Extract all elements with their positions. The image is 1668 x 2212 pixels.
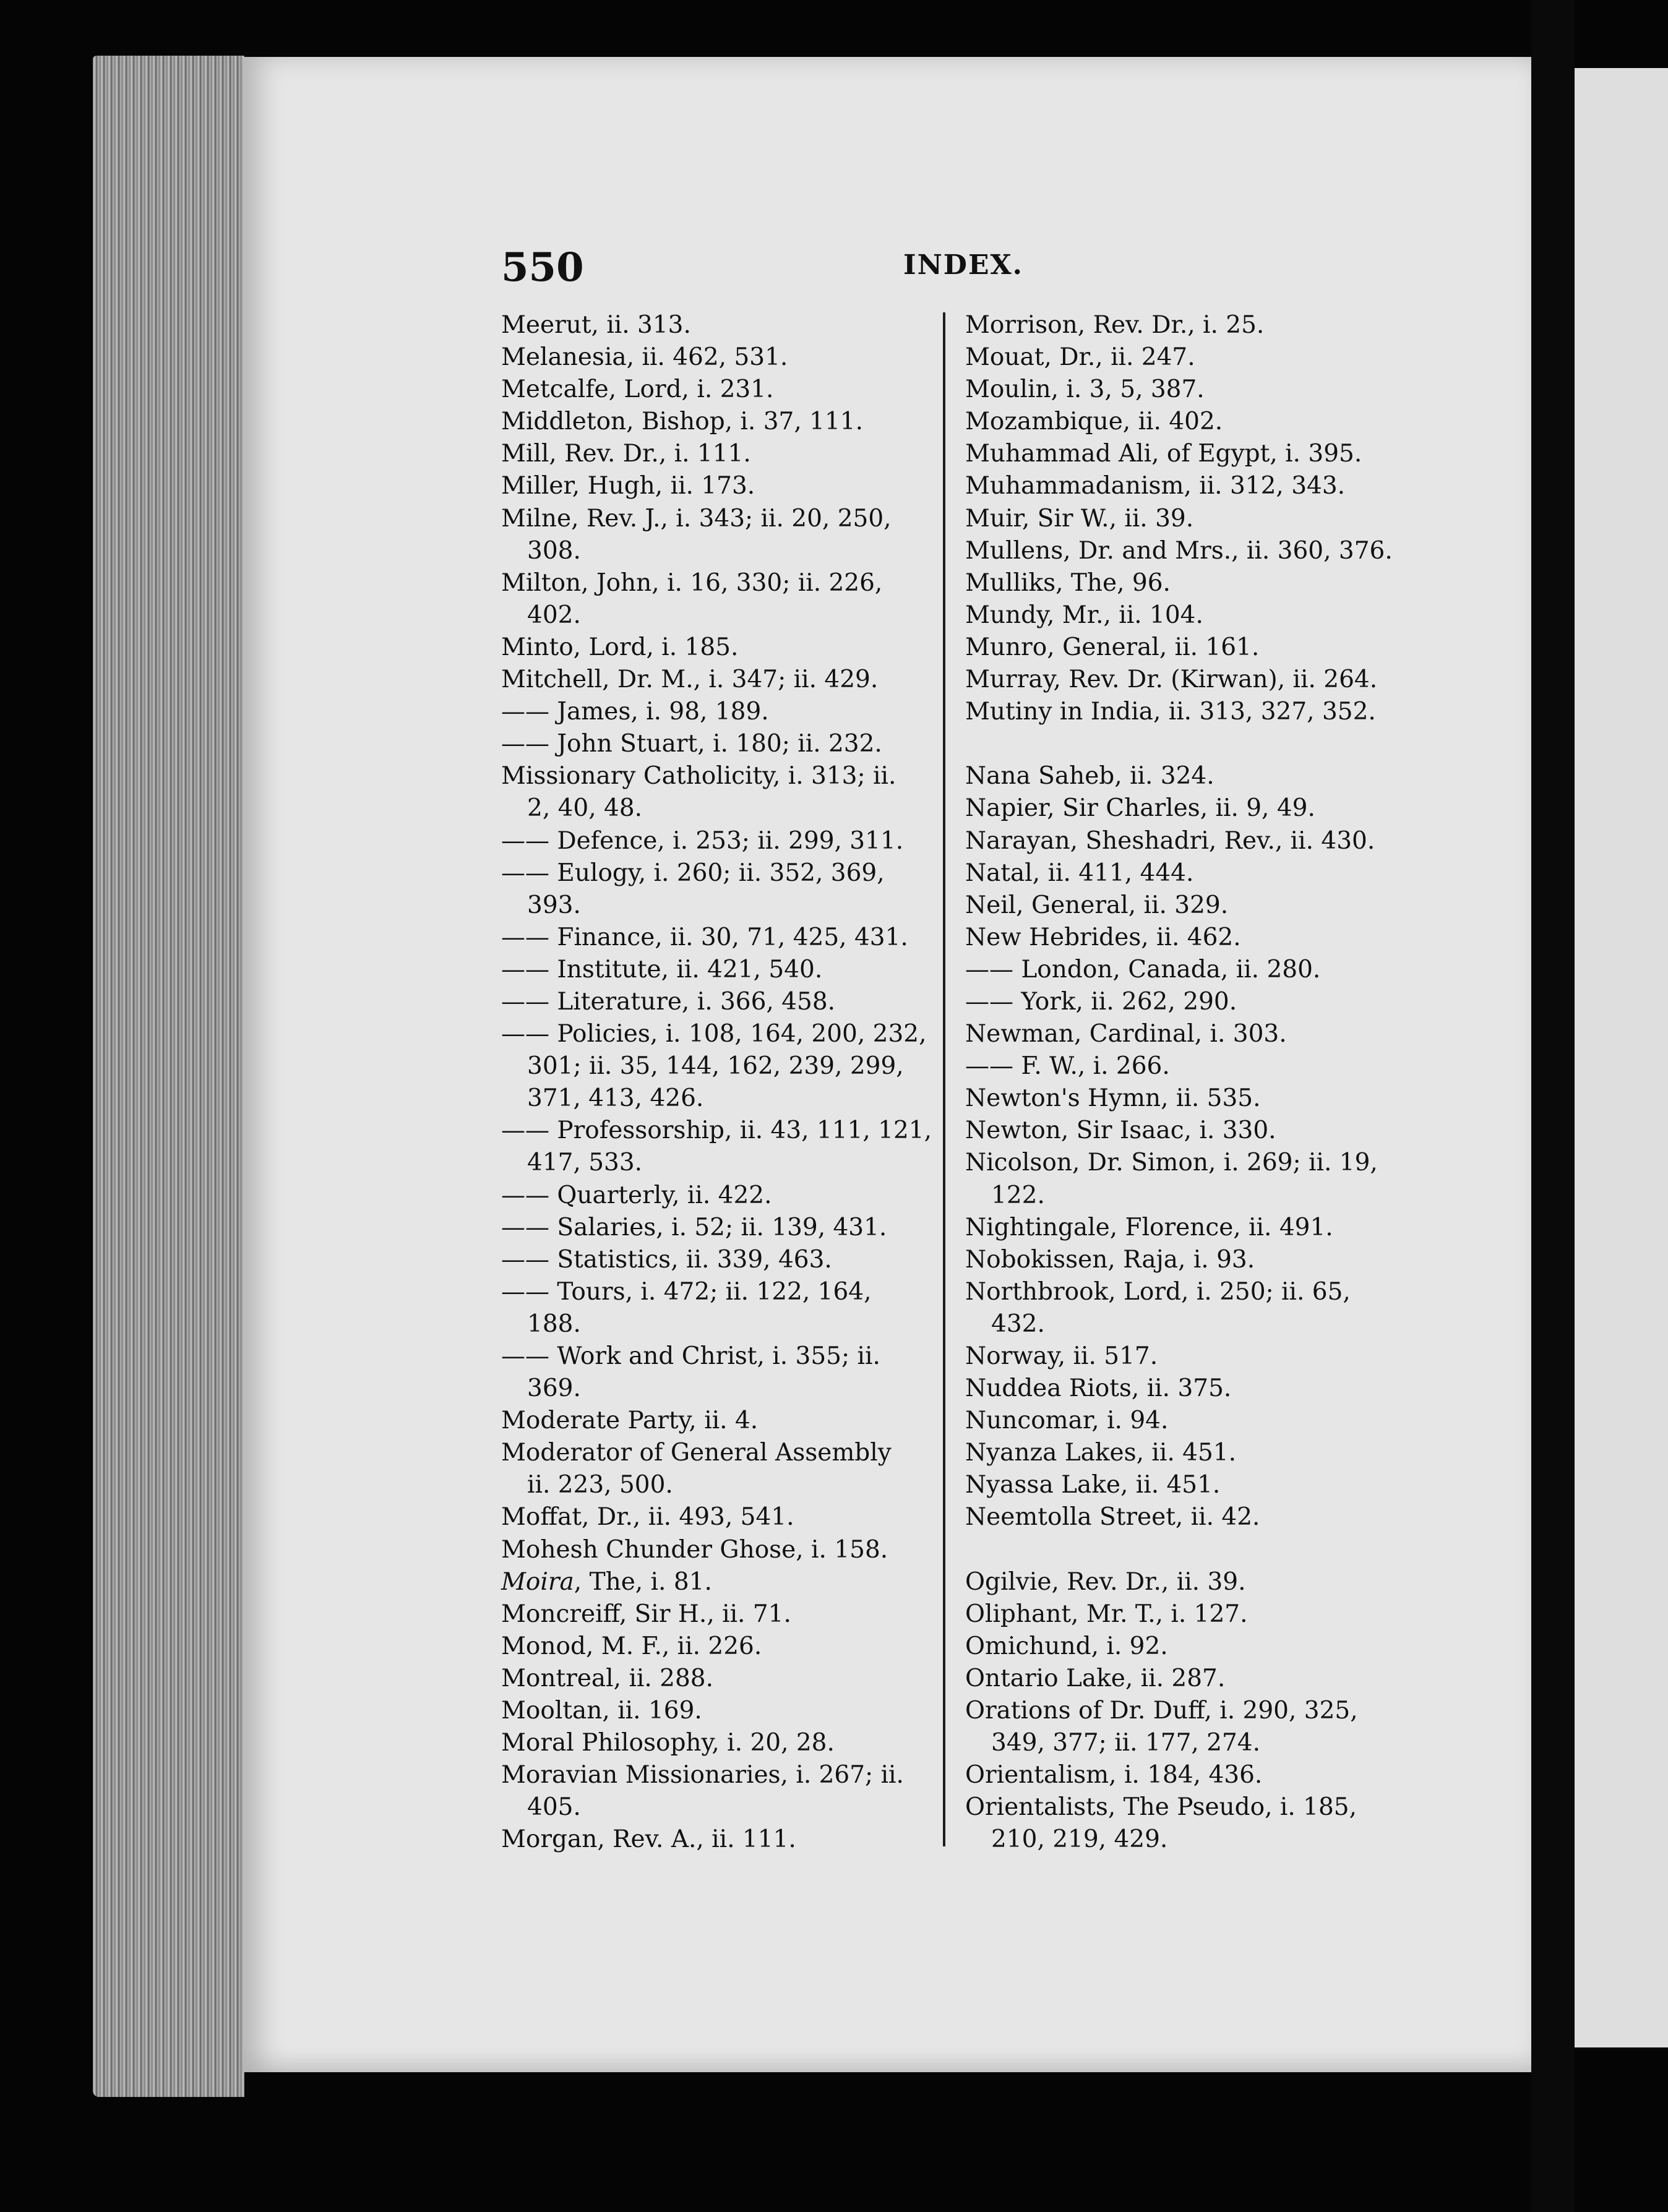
index-entry: Muir, Sir W., ii. 39.: [965, 504, 1194, 533]
index-entry: Mohesh Chunder Ghose, i. 158.: [501, 1535, 888, 1564]
index-entry: Milton, John, i. 16, 330; ii. 226,: [501, 568, 883, 597]
index-entry: Mozambique, ii. 402.: [965, 408, 1223, 436]
index-entry: —— Policies, i. 108, 164, 200, 232,: [501, 1020, 927, 1048]
index-entry-continuation: 301; ii. 35, 144, 162, 239, 299,: [527, 1052, 904, 1081]
index-entry: Moira, The, i. 81.: [501, 1567, 712, 1596]
index-entry: Moravian Missionaries, i. 267; ii.: [501, 1761, 904, 1790]
index-entry: Neemtolla Street, ii. 42.: [965, 1503, 1260, 1532]
index-entry: —— Literature, i. 366, 458.: [501, 987, 836, 1016]
index-entry-continuation: 308.: [527, 536, 581, 565]
page-header: [501, 244, 1392, 294]
section-gap: [965, 1534, 1411, 1566]
index-entry: —— York, ii. 262, 290.: [965, 987, 1237, 1016]
index-entry-continuation: 122.: [991, 1181, 1045, 1209]
index-entry: Muhammadanism, ii. 312, 343.: [965, 472, 1346, 500]
index-entry: Nyassa Lake, ii. 451.: [965, 1471, 1221, 1499]
index-entry: Mouat, Dr., ii. 247.: [965, 343, 1195, 372]
index-entry: Natal, ii. 411, 444.: [965, 859, 1194, 887]
index-entry: —— Professorship, ii. 43, 111, 121,: [501, 1117, 932, 1145]
index-entry: Meerut, ii. 313.: [501, 311, 691, 339]
index-entry: Narayan, Sheshadri, Rev., ii. 430.: [965, 826, 1375, 855]
index-entry-continuation: 188.: [527, 1310, 581, 1338]
index-entry: Norway, ii. 517.: [965, 1342, 1158, 1370]
index-entry-continuation: ii. 223, 500.: [527, 1471, 673, 1499]
index-entry: Milne, Rev. J., i. 343; ii. 20, 250,: [501, 504, 892, 533]
index-entry: Napier, Sir Charles, ii. 9, 49.: [965, 794, 1315, 823]
index-entry: Murray, Rev. Dr. (Kirwan), ii. 264.: [965, 666, 1378, 694]
index-entry: Newton, Sir Isaac, i. 330.: [965, 1117, 1276, 1145]
index-entry: Montreal, ii. 288.: [501, 1664, 714, 1692]
index-entry: —— John Stuart, i. 180; ii. 232.: [501, 730, 882, 758]
index-entry: Moderator of General Assembly: [501, 1439, 892, 1467]
index-entry: Ogilvie, Rev. Dr., ii. 39.: [965, 1567, 1246, 1596]
index-entry: —— F. W., i. 266.: [965, 1052, 1170, 1081]
index-entry: Mulliks, The, 96.: [965, 568, 1171, 597]
index-entry: Orientalism, i. 184, 436.: [965, 1761, 1263, 1790]
index-entry-continuation: 393.: [527, 891, 581, 919]
index-entry: —— James, i. 98, 189.: [501, 698, 769, 726]
index-entry: Mundy, Mr., ii. 104.: [965, 601, 1203, 629]
index-entry: Nicolson, Dr. Simon, i. 269; ii. 19,: [965, 1149, 1378, 1177]
page-number: 550: [501, 244, 584, 291]
index-entry: New Hebrides, ii. 462.: [965, 923, 1241, 951]
index-entry: Moral Philosophy, i. 20, 28.: [501, 1729, 835, 1757]
index-entry-continuation: 371, 413, 426.: [527, 1084, 704, 1113]
index-entry: —— Defence, i. 253; ii. 299, 311.: [501, 826, 904, 855]
facing-page-edge: [1575, 68, 1668, 2047]
index-entry: Melanesia, ii. 462, 531.: [501, 343, 788, 372]
index-entry: Orientalists, The Pseudo, i. 185,: [965, 1793, 1357, 1822]
index-entry: Oliphant, Mr. T., i. 127.: [965, 1600, 1248, 1628]
index-entry-continuation: 417, 533.: [527, 1149, 643, 1177]
index-entry: Neil, General, ii. 329.: [965, 891, 1229, 919]
index-entry: Nana Saheb, ii. 324.: [965, 762, 1214, 791]
index-entry: Munro, General, ii. 161.: [965, 633, 1260, 661]
index-entry: —— Salaries, i. 52; ii. 139, 431.: [501, 1213, 887, 1241]
index-entry: —— London, Canada, ii. 280.: [965, 955, 1321, 984]
index-entry: Moncreiff, Sir H., ii. 71.: [501, 1600, 791, 1628]
index-entry: Mutiny in India, ii. 313, 327, 352.: [965, 698, 1376, 726]
book-page-edges: [93, 56, 244, 2097]
index-entry: Omichund, i. 92.: [965, 1632, 1168, 1660]
index-entry: —— Institute, ii. 421, 540.: [501, 955, 823, 984]
index-entry-continuation: 432.: [991, 1310, 1045, 1338]
index-entry: Missionary Catholicity, i. 313; ii.: [501, 762, 896, 791]
index-entry: Miller, Hugh, ii. 173.: [501, 472, 755, 500]
section-gap: [965, 728, 1411, 760]
index-entry-continuation: 405.: [527, 1793, 581, 1822]
index-entry: Moulin, i. 3, 5, 387.: [965, 375, 1205, 404]
index-entry: Orations of Dr. Duff, i. 290, 325,: [965, 1697, 1358, 1725]
index-entry: Newman, Cardinal, i. 303.: [965, 1020, 1287, 1048]
index-entry: Muhammad Ali, of Egypt, i. 395.: [965, 440, 1362, 468]
index-entry: Mitchell, Dr. M., i. 347; ii. 429.: [501, 666, 879, 694]
index-entry: Ontario Lake, ii. 287.: [965, 1664, 1226, 1692]
index-entry: —— Tours, i. 472; ii. 122, 164,: [501, 1277, 872, 1306]
index-entry: Nightingale, Florence, ii. 491.: [965, 1213, 1333, 1241]
index-entry: —— Work and Christ, i. 355; ii.: [501, 1342, 880, 1370]
index-entry-continuation: 210, 219, 429.: [991, 1825, 1168, 1854]
index-entry: Mooltan, ii. 169.: [501, 1697, 702, 1725]
index-entry: Nyanza Lakes, ii. 451.: [965, 1439, 1236, 1467]
index-entry: —— Finance, ii. 30, 71, 425, 431.: [501, 923, 908, 951]
index-entry: Mill, Rev. Dr., i. 111.: [501, 440, 751, 468]
index-entry: Metcalfe, Lord, i. 231.: [501, 375, 774, 404]
index-entry: Northbrook, Lord, i. 250; ii. 65,: [965, 1277, 1351, 1306]
index-entry: —— Quarterly, ii. 422.: [501, 1181, 772, 1209]
index-entry: —— Statistics, ii. 339, 463.: [501, 1245, 832, 1274]
index-entry-continuation: 402.: [527, 601, 581, 629]
index-column-left: [501, 309, 947, 1856]
index-entry: Nobokissen, Raja, i. 93.: [965, 1245, 1255, 1274]
index-entry-continuation: 369.: [527, 1374, 581, 1403]
index-entry-continuation: 2, 40, 48.: [527, 794, 643, 823]
index-entry: Nuddea Riots, ii. 375.: [965, 1374, 1232, 1403]
book-gutter: [1531, 0, 1575, 2212]
index-entry: Morgan, Rev. A., ii. 111.: [501, 1825, 796, 1854]
column-divider: [943, 312, 945, 1846]
index-entry: Minto, Lord, i. 185.: [501, 633, 739, 661]
index-column-right: [965, 309, 1411, 1856]
index-entry: Moffat, Dr., ii. 493, 541.: [501, 1503, 794, 1532]
index-entry: Morrison, Rev. Dr., i. 25.: [965, 311, 1265, 339]
index-entry: Mullens, Dr. and Mrs., ii. 360, 376.: [965, 536, 1393, 565]
index-entry: Nuncomar, i. 94.: [965, 1407, 1169, 1435]
index-entry-continuation: 349, 377; ii. 177, 274.: [991, 1729, 1261, 1757]
index-entry: Monod, M. F., ii. 226.: [501, 1632, 762, 1660]
index-entry: Moderate Party, ii. 4.: [501, 1407, 759, 1435]
index-entry: —— Eulogy, i. 260; ii. 352, 369,: [501, 859, 885, 887]
running-head: INDEX.: [903, 249, 1023, 281]
index-entry: Newton's Hymn, ii. 535.: [965, 1084, 1261, 1113]
index-entry: Middleton, Bishop, i. 37, 111.: [501, 408, 863, 436]
